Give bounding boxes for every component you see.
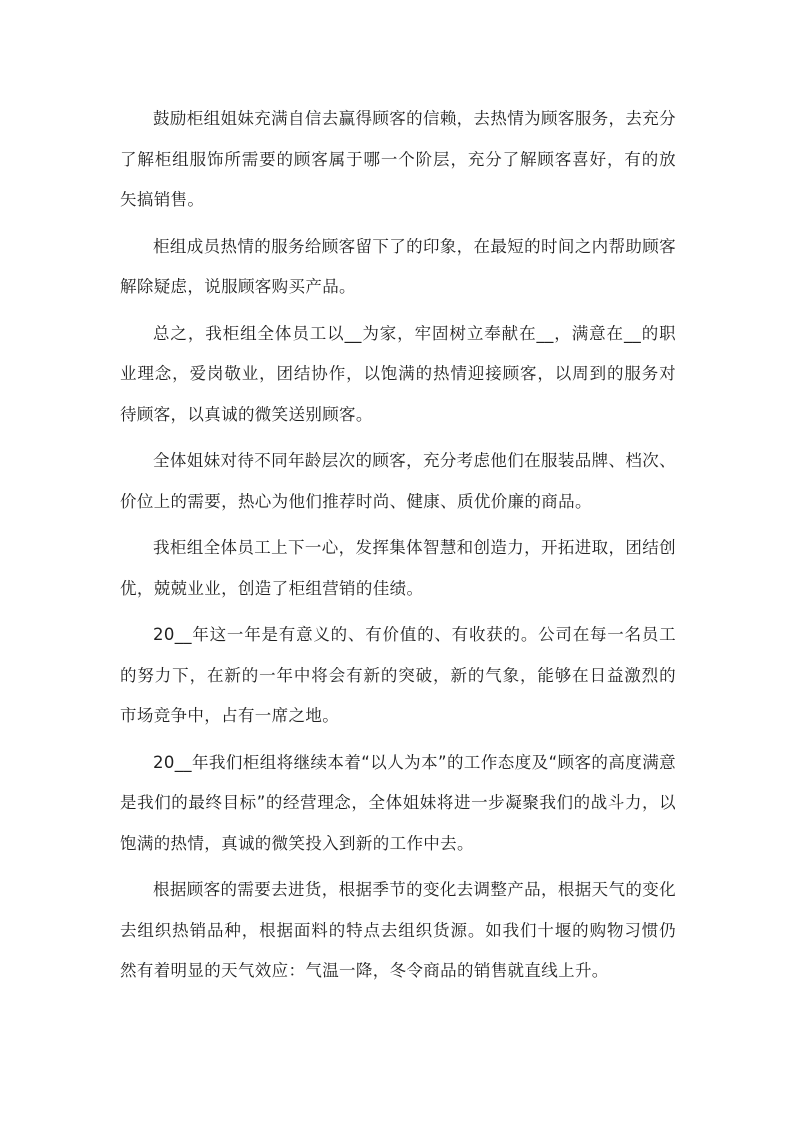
paragraph-8: 根据顾客的需要去进货，根据季节的变化去调整产品，根据天气的变化去组织热销品种，根据面料的特点去组织货源。如我们十堰的购物习惯仍然有着明显的天气效应：气温一降，冬令商品的销售就直线上升。 (120, 880, 676, 980)
paragraph-4: 全体姐妹对待不同年龄层次的顾客，充分考虑他们在服装品牌、档次、价位上的需要，热心为他们推荐时尚、健康、质优价廉的商品。 (120, 451, 676, 511)
paragraph-6: 20__年这一年是有意义的、有价值的、有收获的。公司在每一名员工的努力下，在新的一年中将会有新的突破，新的气象，能够在日益激烈的市场竞争中，占有一席之地。 (120, 625, 676, 725)
paragraph-7: 20__年我们柜组将继续本着“以人为本”的工作态度及“顾客的高度满意是我们的最终目标”的经营理念，全体姐妹将进一步凝聚我们的战斗力，以饱满的热情，真诚的微笑投入到新的工作中去。 (120, 752, 676, 853)
document-body (120, 99, 676, 998)
paragraph-3: 总之，我柜组全体员工以__为家，牢固树立奉献在__，满意在__的职业理念，爱岗敬业，团结协作，以饱满的热情迎接顾客，以周到的服务对待顾客，以真诚的微笑送别顾客。 (120, 323, 676, 424)
paragraph-5: 我柜组全体员工上下一心，发挥集体智慧和创造力，开拓进取，团结创优，兢兢业业，创造了柜组营销的佳绩。 (120, 538, 676, 598)
paragraph-2: 柜组成员热情的服务给顾客留下了的印象，在最短的时间之内帮助顾客解除疑虑，说服顾客购买产品。 (120, 236, 676, 296)
paragraph-1: 鼓励柜组姐妹充满自信去赢得顾客的信赖，去热情为顾客服务，去充分了解柜组服饰所需要的顾客属于哪一个阶层，充分了解顾客喜好，有的放矢搞销售。 (120, 109, 676, 209)
